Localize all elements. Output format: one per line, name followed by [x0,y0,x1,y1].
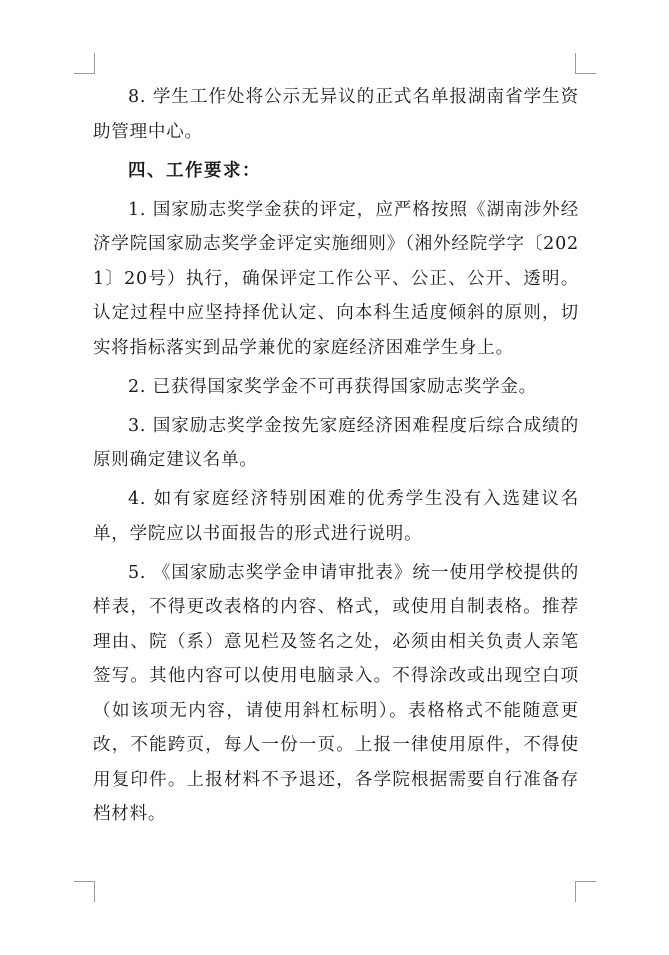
paragraph-requirement-3: 3. 国家励志奖学金按先家庭经济困难程度后综合成绩的原则确定建议名单。 [93,415,579,470]
crop-mark-bottom-left [74,881,95,902]
paragraph-requirement-5: 5. 《国家励志奖学金申请审批表》统一使用学校提供的样表，不得更改表格的内容、格式，或使用自制表格。推荐理由、院（系）意见栏及签名之处，必须由相关负责人亲笔签写。其他内容可以使用电脑录入。不得涂改或出现空白项（如该项无内容，请使用斜杠标明）。表格格式不能随意更改，不能跨页，每人一份一页。上报一律使用原件，不得使用复印件。上报材料不予退还，各学院根据需要自行准备存档材料。 [93,562,579,824]
section-heading-requirements: 四、工作要求： [128,160,261,181]
crop-mark-bottom-right [575,881,596,902]
paragraph-requirement-2: 2. 已获得国家奖学金不可再获得国家励志奖学金。 [128,376,537,397]
crop-mark-top-left [74,53,95,74]
document-body [93,80,579,836]
paragraph-item-8: 8. 学生工作处将公示无异议的正式名单报湖南省学生资助管理中心。 [93,87,579,142]
paragraph-requirement-1: 1. 国家励志奖学金获的评定，应严格按照《湖南涉外经济学院国家励志奖学金评定实施细则》（湘外经院学字〔2021〕20号）执行，确保评定工作公平、公正、公开、透明。认定过程中应坚持择优认定、向本科生适度倾斜的原则，切实将指标落实到品学兼优的家庭经济困难学生身上。 [93,199,579,358]
paragraph-requirement-4: 4. 如有家庭经济特别困难的优秀学生没有入选建议名单，学院应以书面报告的形式进行说明。 [93,489,579,544]
crop-mark-top-right [575,53,596,74]
